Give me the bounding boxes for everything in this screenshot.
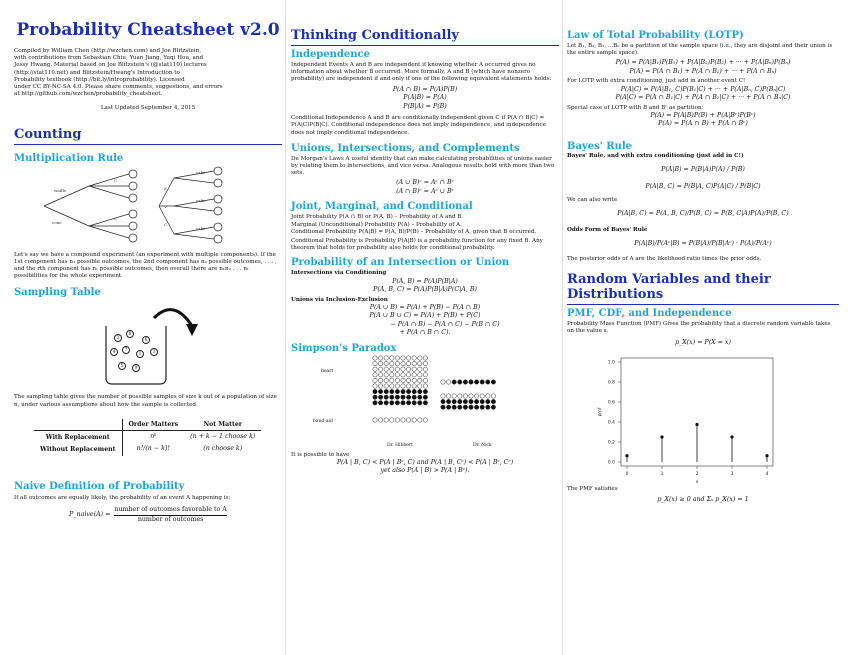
conditional-text: Conditional Probability P(A|B) = P(A, B)/P(B) – Probability of A, given that B occurred. bbox=[291, 228, 537, 235]
subsection-intersection-union: Probability of an Intersection or Union bbox=[291, 257, 510, 269]
simpson-dot bbox=[423, 378, 427, 382]
simpson-dot bbox=[395, 356, 399, 360]
simpson-dot bbox=[384, 389, 388, 393]
section-counting: Counting bbox=[14, 126, 82, 142]
simpson-dot bbox=[463, 405, 467, 409]
simpson-dot bbox=[463, 399, 467, 403]
indep-eq: P(A|B) = P(A) bbox=[403, 94, 447, 102]
simpson-dot bbox=[463, 380, 467, 384]
table-header: Not Matter bbox=[203, 420, 243, 428]
simpson-dot bbox=[418, 378, 422, 382]
bayes-heading: Bayes' Rule, and with extra conditioning (just add in C!) bbox=[567, 152, 744, 159]
simpson-dot bbox=[378, 378, 382, 382]
simpson-dot bbox=[373, 395, 377, 399]
column-divider bbox=[562, 0, 563, 655]
simpson-dot bbox=[406, 395, 410, 399]
simpson-figure bbox=[291, 354, 559, 452]
simpson-dot bbox=[406, 361, 410, 365]
simpson-dot bbox=[373, 356, 377, 360]
pmf-text: Probability Mass Function (PMF) Gives the probability that a discrete random variable takes on the value x. bbox=[567, 320, 831, 334]
simpson-dot bbox=[418, 367, 422, 371]
simpson-dot bbox=[491, 399, 495, 403]
simpson-dot bbox=[418, 372, 422, 376]
table-cell: (n + k − 1 choose k) bbox=[190, 432, 256, 440]
simpson-dot bbox=[395, 367, 399, 371]
pmf-eq: p_X(x) = P(X = x) bbox=[675, 339, 731, 347]
numerator: number of outcomes favorable to A bbox=[114, 506, 226, 516]
simpson-dot bbox=[390, 367, 394, 371]
sampling-table-wrap bbox=[14, 415, 282, 475]
simpson-dot bbox=[418, 361, 422, 365]
column-divider bbox=[285, 0, 286, 655]
simpson-dot bbox=[446, 380, 450, 384]
simpson-dot bbox=[423, 400, 427, 404]
simpson-dot bbox=[395, 389, 399, 393]
intro-line: (http://stat110.net) and Blitzstein/Hwang's Introduction to bbox=[14, 69, 180, 76]
bayes-eq: P(A|B, C) = P(B|A, C)P(A|C) / P(B|C) bbox=[645, 182, 761, 190]
column-3 bbox=[567, 0, 839, 504]
table-header bbox=[34, 419, 122, 431]
simpson-dot bbox=[474, 394, 478, 398]
simpson-dot bbox=[378, 400, 382, 404]
lotp-eq: P(A) = P(A|B₁)P(B₁) + P(A|B₂)P(B₂) + ··· + P(A|Bₙ)P(Bₙ) bbox=[615, 59, 791, 67]
subsection-independence: Independence bbox=[291, 49, 371, 60]
simpson-dot bbox=[486, 394, 490, 398]
simpson-dot bbox=[406, 400, 410, 404]
simpson-dot bbox=[446, 405, 450, 409]
ie-eq: − P(A ∩ B) − P(A ∩ C) − P(B ∩ C) bbox=[390, 320, 500, 328]
ball: 1 bbox=[136, 350, 144, 358]
lotp-extra: For LOTP with extra conditioning, just add in another event C! bbox=[567, 78, 746, 85]
subsection-lotp: Law of Total Probability (LOTP) bbox=[567, 30, 744, 41]
tree-label: C bbox=[164, 221, 168, 227]
denominator: number of outcomes bbox=[137, 515, 204, 523]
intro-line: at http://github.com/wzchen/probability_cheatsheet. bbox=[14, 91, 163, 98]
simpson-dot bbox=[458, 399, 462, 403]
tree-label: waffle bbox=[54, 187, 67, 193]
demorgan-eq: (A ∪ B)ᶜ = Aᶜ ∩ Bᶜ bbox=[396, 179, 454, 187]
simpson-dot bbox=[423, 395, 427, 399]
subsection-sampling-table: Sampling Table bbox=[14, 287, 101, 299]
simpson-dot bbox=[384, 395, 388, 399]
cond-is-prob-text: Conditional Probability is Probability P(A|B) is a probability function for any fixed B. Any theorem that holds for probability also holds for conditional probability. bbox=[291, 237, 543, 252]
tree-label: cake bbox=[196, 169, 206, 175]
tree-label: S bbox=[164, 185, 167, 191]
simpson-dot bbox=[390, 361, 394, 365]
simpson-dot bbox=[452, 394, 456, 398]
tree-label: C bbox=[114, 177, 118, 183]
dr-hibbert-label: Dr. Hibbert bbox=[387, 442, 413, 448]
simpson-dot bbox=[384, 367, 388, 371]
simpson-dot bbox=[418, 389, 422, 393]
simpson-dot bbox=[491, 380, 495, 384]
simpson-dot bbox=[390, 389, 394, 393]
intro-line: Compiled by William Chen (http://wzchen.com) and Joe Blitzstein, bbox=[14, 48, 202, 54]
joint-text: Joint Probability P(A ∩ B) or P(A, B) – Probability of A and B. bbox=[291, 214, 464, 221]
ball: 2 bbox=[114, 334, 122, 342]
multiplication-text: Let's say we have a compound experiment (an experiment with multiple components). If the 1st component has n₁ possible outcomes, the 2nd component has n₂ possible outcomes, . . . , and the rth component has nᵣ possible outcomes, then overall there are n₁n₂ . . . nᵣ possibilities for the whole experiment. bbox=[14, 251, 277, 280]
simpson-dot bbox=[418, 356, 422, 360]
simpson-dot bbox=[378, 384, 382, 388]
simpson-dot bbox=[406, 389, 410, 393]
ball: 5 bbox=[118, 362, 126, 370]
y-tick-label: 0.2 bbox=[607, 440, 615, 446]
table-cell: (n choose k) bbox=[203, 445, 243, 453]
simpson-dot bbox=[373, 400, 377, 404]
simpson-dot bbox=[378, 372, 382, 376]
x-tick-label: 2 bbox=[695, 471, 699, 477]
simpson-dot bbox=[412, 356, 416, 360]
int-eq: P(A, B) = P(A)P(B|A) bbox=[392, 277, 458, 285]
simpson-dot bbox=[441, 405, 445, 409]
table-header: Order Matters bbox=[128, 420, 179, 428]
naive-text: If all outcomes are equally likely, the probability of an event A happening is: bbox=[14, 494, 231, 501]
y-tick-label: 0.4 bbox=[607, 420, 615, 426]
simpson-dot bbox=[474, 380, 478, 384]
tree-label: V bbox=[164, 203, 167, 209]
simpson-dot bbox=[423, 372, 427, 376]
simpson-dot bbox=[423, 356, 427, 360]
y-tick-label: 0.0 bbox=[607, 460, 615, 466]
simpson-dot bbox=[373, 418, 377, 422]
tree-label: cake bbox=[196, 197, 206, 203]
simpson-dot bbox=[373, 361, 377, 365]
intro-line: Probability textbook (http://bit.ly/introprobability). Licensed bbox=[14, 76, 185, 83]
intro-line: under CC BY-NC-SA 4.0. Please share comments, suggestions, and errors bbox=[14, 84, 223, 91]
subsection-simpson: Simpson's Paradox bbox=[291, 342, 397, 354]
simpson-text: It is possible to have bbox=[291, 451, 350, 458]
simpson-dot bbox=[378, 389, 382, 393]
lotp-eq: P(A|C) = P(A|B₁, C)P(B₁|C) + ··· + P(A|Bₙ, C)P(Bₙ|C) bbox=[620, 85, 786, 93]
simpson-dot bbox=[412, 361, 416, 365]
simpson-dot bbox=[373, 367, 377, 371]
ie-eq: + P(A ∩ B ∩ C). bbox=[399, 329, 451, 337]
simpson-dot bbox=[412, 395, 416, 399]
x-tick-label: 0 bbox=[625, 471, 629, 477]
ball: 8 bbox=[126, 330, 134, 338]
simpson-dot bbox=[395, 400, 399, 404]
x-tick-label: 3 bbox=[730, 471, 734, 477]
ball: 3 bbox=[150, 348, 158, 356]
section-random-variables: Random Variables and their Distributions bbox=[567, 271, 771, 302]
sampling-table bbox=[34, 419, 261, 456]
simpson-dot bbox=[423, 361, 427, 365]
simpson-dot bbox=[469, 394, 473, 398]
x-axis-label: x bbox=[695, 479, 699, 484]
simpson-eq: yet also P(A | B) > P(A | Bᶜ). bbox=[380, 467, 470, 475]
simpson-dot bbox=[423, 389, 427, 393]
pmf-point bbox=[695, 422, 698, 425]
x-tick-label: 1 bbox=[660, 471, 664, 477]
simpson-dot bbox=[441, 394, 445, 398]
simpson-dot bbox=[441, 380, 445, 384]
simpson-dot bbox=[378, 418, 382, 422]
simpson-dot bbox=[406, 378, 410, 382]
ball: 9 bbox=[132, 364, 140, 372]
x-tick-label: 4 bbox=[765, 471, 769, 477]
section-thinking: Thinking Conditionally bbox=[291, 28, 459, 43]
simpson-dot bbox=[390, 372, 394, 376]
simpson-dot bbox=[423, 367, 427, 371]
heart-label: heart bbox=[321, 368, 334, 374]
simpson-dot bbox=[412, 389, 416, 393]
simpson-dot bbox=[474, 405, 478, 409]
ball: 7 bbox=[122, 346, 130, 354]
bandaid-label: band-aid bbox=[313, 418, 333, 424]
simpson-dot bbox=[458, 380, 462, 384]
simpson-eq: P(A | B, C) < P(A | Bᶜ, C) and P(A | B, Cᶜ) < P(A | Bᶜ, Cᶜ) bbox=[336, 458, 514, 466]
urn-figure bbox=[14, 298, 282, 390]
simpson-dot bbox=[384, 361, 388, 365]
lotp-eq: P(A) = P(A ∩ B) + P(A ∩ Bᶜ) bbox=[658, 120, 748, 128]
simpson-dot bbox=[373, 384, 377, 388]
simpson-dot bbox=[406, 367, 410, 371]
simpson-dot bbox=[491, 394, 495, 398]
simpson-dot bbox=[401, 395, 405, 399]
pmf-point bbox=[730, 435, 733, 438]
simpson-dot bbox=[486, 405, 490, 409]
lotp-eq: P(A) = P(A|B)P(B) + P(A|Bᶜ)P(Bᶜ) bbox=[650, 111, 756, 119]
intro-text bbox=[14, 48, 282, 98]
bayes-also: We can also write bbox=[567, 197, 618, 204]
simpson-dot bbox=[395, 384, 399, 388]
simpson-dot bbox=[384, 378, 388, 382]
y-axis-label: pmf bbox=[598, 407, 603, 416]
simpson-dot bbox=[480, 380, 484, 384]
subsection-unions: Unions, Intersections, and Complements bbox=[291, 142, 520, 154]
demorgan-eq: (A ∩ B)ᶜ = Aᶜ ∪ Bᶜ bbox=[396, 187, 454, 195]
lotp-eq: P(A) = P(A ∩ B₁) + P(A ∩ B₂) + ··· + P(A ∩ Bₙ) bbox=[629, 67, 777, 75]
indep-text: Independent Events A and B are independent if knowing whether A occurred gives no information about whether B occurred. More formally, A and B (which have nonzero probability) are independent if and only if one of the following equivalent statements holds: bbox=[291, 62, 552, 83]
simpson-dot bbox=[486, 399, 490, 403]
pmf-point bbox=[660, 435, 663, 438]
lotp-eq: P(A|C) = P(A ∩ B₁|C) + P(A ∩ B₂|C) + ··· + P(A ∩ Bₙ|C) bbox=[615, 94, 791, 102]
ball: 6 bbox=[142, 336, 150, 344]
column-1 bbox=[14, 0, 282, 524]
simpson-dot bbox=[469, 399, 473, 403]
simpson-dot bbox=[469, 405, 473, 409]
simpson-dot bbox=[395, 378, 399, 382]
tree-diagram bbox=[14, 166, 282, 246]
page-title: Probability Cheatsheet v2.0 bbox=[16, 20, 280, 40]
tree-label: C bbox=[114, 215, 118, 221]
simpson-dot bbox=[390, 395, 394, 399]
subsection-multiplication-rule: Multiplication Rule bbox=[14, 152, 124, 164]
bayes-eq: P(A|B) = P(B|A)P(A) / P(B) bbox=[661, 166, 745, 174]
simpson-dot bbox=[401, 367, 405, 371]
simpson-dot bbox=[373, 372, 377, 376]
simpson-dot bbox=[401, 389, 405, 393]
simpson-dot bbox=[480, 394, 484, 398]
simpson-dot bbox=[378, 395, 382, 399]
subsection-naive-definition: Naive Definition of Probability bbox=[14, 480, 185, 492]
odds-eq: P(A|B)/P(Aᶜ|B) = P(B|A)/P(B|Aᶜ) · P(A)/P(Aᶜ) bbox=[634, 239, 772, 247]
naive-equation bbox=[14, 506, 282, 524]
int-cond-heading: Intersections via Conditioning bbox=[291, 270, 387, 277]
simpson-dot bbox=[412, 378, 416, 382]
simpson-dot bbox=[378, 367, 382, 371]
simpson-dot bbox=[474, 399, 478, 403]
simpson-dot bbox=[384, 384, 388, 388]
subsection-pmf-cdf: PMF, CDF, and Independence bbox=[567, 307, 732, 319]
simpson-dot bbox=[418, 400, 422, 404]
simpson-dot bbox=[452, 380, 456, 384]
ball: 4 bbox=[110, 348, 118, 356]
indep-eq: P(B|A) = P(B) bbox=[403, 102, 447, 110]
simpson-dot bbox=[395, 361, 399, 365]
simpson-dot bbox=[469, 380, 473, 384]
simpson-dot bbox=[373, 378, 377, 382]
tree-label: cone bbox=[52, 219, 62, 225]
simpson-dot bbox=[463, 394, 467, 398]
lotp-special: Special case of LOTP with B and Bᶜ as partition: bbox=[567, 104, 704, 111]
dr-nick-label: Dr. Nick bbox=[473, 442, 492, 448]
simpson-dot bbox=[390, 378, 394, 382]
y-tick-label: 0.8 bbox=[607, 380, 615, 386]
simpson-dot bbox=[418, 395, 422, 399]
simpson-dot bbox=[452, 399, 456, 403]
inc-exc-heading: Unions via Inclusion-Exclusion bbox=[291, 296, 388, 303]
simpson-dot bbox=[401, 361, 405, 365]
simpson-dot bbox=[395, 372, 399, 376]
sampling-text: The sampling table gives the number of possible samples of size k out of a population of size n, under various assumptions about how the sample is collected. bbox=[14, 394, 277, 408]
simpson-dot bbox=[446, 399, 450, 403]
subsection-joint: Joint, Marginal, and Conditional bbox=[291, 201, 473, 213]
table-cell: n!/(n − k)! bbox=[136, 445, 170, 453]
simpson-dot bbox=[452, 405, 456, 409]
pmf-point bbox=[765, 454, 768, 457]
simpson-dot bbox=[406, 384, 410, 388]
simpson-dot bbox=[384, 372, 388, 376]
lotp-text: Let B₁, B₂, B₃, ...Bₙ be a partition of the sample space (i.e., they are disjoint and their union is the entire sample space). bbox=[567, 43, 833, 57]
simpson-dot bbox=[390, 418, 394, 422]
simpson-dot bbox=[390, 400, 394, 404]
simpson-dot bbox=[401, 356, 405, 360]
fraction bbox=[114, 506, 226, 524]
simpson-dot bbox=[395, 418, 399, 422]
simpson-dot bbox=[401, 384, 405, 388]
simpson-dot bbox=[401, 372, 405, 376]
table-cell: nᵏ bbox=[150, 432, 157, 440]
simpson-dot bbox=[384, 356, 388, 360]
simpson-dot bbox=[480, 405, 484, 409]
odds-text: The posterior odds of A are the likelihood ratio times the prior odds. bbox=[567, 256, 762, 263]
y-tick-label: 1.0 bbox=[607, 360, 615, 366]
simpson-dot bbox=[401, 378, 405, 382]
simpson-dot bbox=[418, 418, 422, 422]
simpson-dot bbox=[441, 399, 445, 403]
marginal-text: Marginal (Unconditional) Probability P(A) – Probability of A. bbox=[291, 221, 462, 228]
simpson-dot bbox=[446, 394, 450, 398]
intro-line: with contributions from Sebastian Chiu, Yuan Jiang, Yuqi Hou, and bbox=[14, 55, 204, 62]
simpson-dot bbox=[378, 356, 382, 360]
table-cell: Without Replacement bbox=[34, 443, 122, 456]
pmf-eq: p_X(x) ≥ 0 and Σₓ p_X(x) = 1 bbox=[657, 495, 749, 503]
y-tick-label: 0.6 bbox=[607, 400, 615, 406]
last-updated: Last Updated September 4, 2015 bbox=[100, 105, 196, 112]
simpson-dot bbox=[486, 380, 490, 384]
simpson-dot bbox=[406, 356, 410, 360]
subsection-bayes: Bayes' Rule bbox=[567, 140, 633, 152]
pmf-chart bbox=[567, 354, 839, 484]
simpson-dot bbox=[384, 400, 388, 404]
simpson-dot bbox=[412, 372, 416, 376]
pmf-point bbox=[625, 454, 628, 457]
simpson-dot bbox=[406, 372, 410, 376]
simpson-dot bbox=[412, 367, 416, 371]
table-cell: With Replacement bbox=[34, 430, 122, 443]
simpson-dot bbox=[401, 400, 405, 404]
simpson-dot bbox=[390, 384, 394, 388]
simpson-dot bbox=[412, 384, 416, 388]
ie-eq: P(A ∪ B ∪ C) = P(A) + P(B) + P(C) bbox=[369, 312, 481, 320]
pmf-satisfies: The PMF satisfies bbox=[567, 485, 618, 492]
column-2 bbox=[291, 0, 559, 476]
simpson-dot bbox=[480, 399, 484, 403]
int-eq: P(A, B, C) = P(A)P(B|A)P(C|A, B) bbox=[373, 286, 477, 294]
simpson-dot bbox=[401, 418, 405, 422]
odds-heading: Odds Form of Bayes' Rule bbox=[567, 226, 648, 233]
simpson-dot bbox=[390, 356, 394, 360]
intro-line: Jessy Hwang. Material based on Joe Blitzstein's (@stat110) lectures bbox=[14, 62, 207, 69]
eq-lhs: P_naive(A) = bbox=[69, 510, 111, 518]
demorgan-text: De Morgan's Laws A useful identity that can make calculating probabilities of unions easier by relating them to intersections, and vice versa. Analogous results hold with more than two sets. bbox=[291, 155, 555, 177]
cond-indep-text: Conditional Independence A and B are conditionally independent given C if P(A ∩ B|C) = P(A|C)P(B|C). Conditional independence does not imply independence, and independence does not imply conditional independence. bbox=[291, 115, 546, 136]
simpson-dot bbox=[412, 418, 416, 422]
simpson-dot bbox=[458, 405, 462, 409]
simpson-dot bbox=[458, 394, 462, 398]
tree-label: cake bbox=[196, 225, 206, 231]
simpson-dot bbox=[491, 405, 495, 409]
ie-eq: P(A ∪ B) = P(A) + P(B) − P(A ∩ B) bbox=[369, 303, 481, 311]
simpson-dot bbox=[384, 418, 388, 422]
simpson-dot bbox=[395, 395, 399, 399]
simpson-dot bbox=[418, 384, 422, 388]
bayes-eq: P(A|B, C) = P(A, B, C)/P(B, C) = P(B, C|A)P(A)/P(B, C) bbox=[617, 210, 789, 218]
simpson-dot bbox=[406, 418, 410, 422]
simpson-dot bbox=[373, 389, 377, 393]
simpson-dot bbox=[378, 361, 382, 365]
urn-drawing bbox=[14, 298, 282, 390]
simpson-dot bbox=[412, 400, 416, 404]
simpson-dot bbox=[423, 418, 427, 422]
indep-eq: P(A ∩ B) = P(A)P(B) bbox=[392, 85, 458, 93]
simpson-dot bbox=[423, 384, 427, 388]
